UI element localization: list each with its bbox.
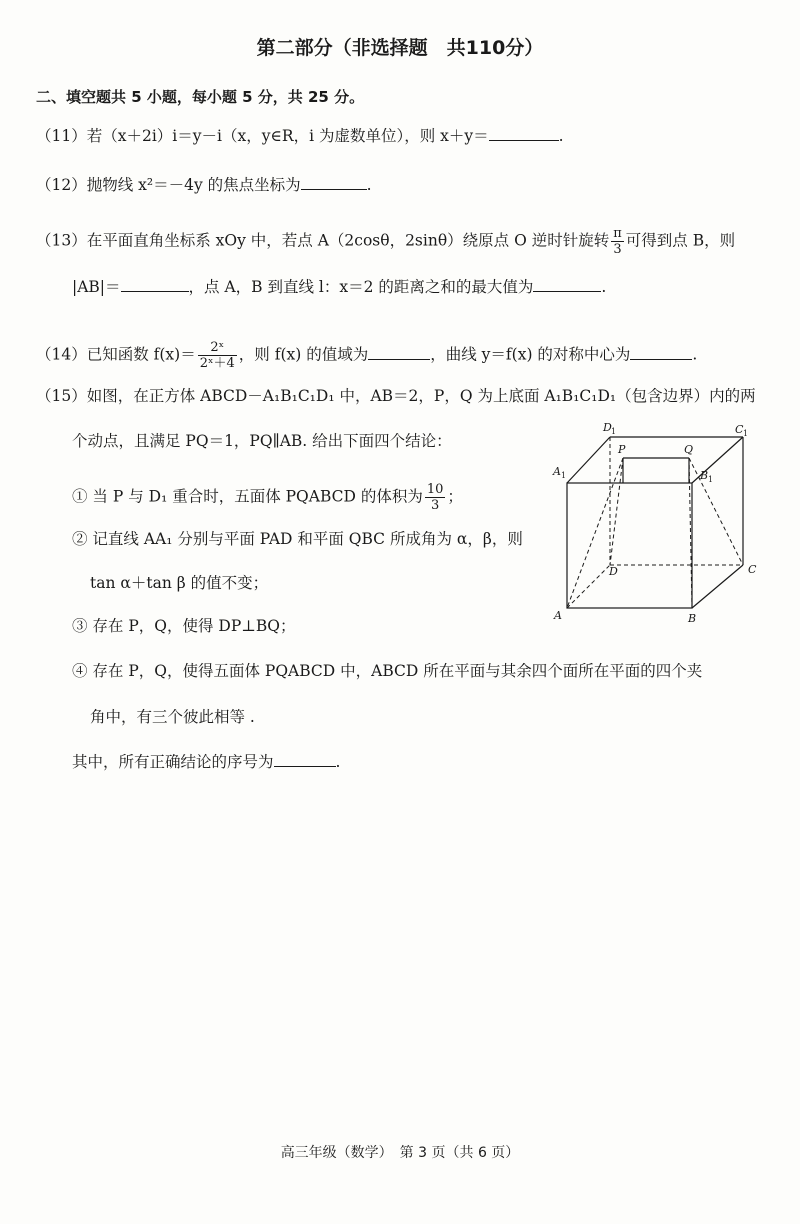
conclusion-2-line-1: ② 记直线 AA₁ 分别与平面 PAD 和平面 QBC 所成角为 α，β，则 xyxy=(72,530,523,548)
label-A1-sub: 1 xyxy=(561,471,567,480)
question-11 xyxy=(36,124,564,147)
conclusion-2-line-2: tan α＋tan β 的值不变； xyxy=(90,574,269,592)
q11-answer-blank[interactable] xyxy=(489,124,559,141)
q13-text-d: ，点 A，B 到直线 l：x＝2 的距离之和的最大值为 xyxy=(188,278,534,296)
q14-text-c: ，曲线 y＝f(x) 的对称中心为 xyxy=(430,345,631,364)
question-15-line-2: 个动点，且满足 PQ＝1，PQ∥AB. 给出下面四个结论： xyxy=(72,432,452,450)
q15-ask-text: 其中，所有正确结论的序号为 xyxy=(72,753,274,771)
c1-frac-den: 3 xyxy=(430,498,440,513)
q14-text-a: （14）已知函数 f(x)＝ xyxy=(36,345,196,364)
conclusion-1 xyxy=(72,482,463,513)
edge-AD xyxy=(567,565,610,608)
page-footer: 高三年级（数学） 第 3 页（共 6 页） xyxy=(280,1145,520,1161)
c1-frac-num: 10 xyxy=(426,482,444,497)
q11-period: . xyxy=(558,127,564,145)
c1-text-b: ； xyxy=(447,487,463,506)
q13-answer-blank-1[interactable] xyxy=(121,275,189,292)
segment-PA xyxy=(567,458,623,608)
q14-text-b: ，则 f(x) 的值域为 xyxy=(238,345,369,364)
c1-text-a: ① 当 P 与 D₁ 重合时，五面体 PQABCD 的体积为 xyxy=(72,487,423,506)
q14-fraction xyxy=(198,340,237,371)
question-13-line-2 xyxy=(72,275,606,298)
label-C: C xyxy=(748,563,757,576)
q15-ask xyxy=(72,750,340,773)
label-C1: C xyxy=(735,423,744,436)
label-B1-sub: 1 xyxy=(708,475,714,484)
label-A1: A xyxy=(553,465,561,478)
cube-figure xyxy=(545,415,765,630)
q13-text-a: （13）在平面直角坐标系 xOy 中，若点 A（2cosθ，2sinθ）绕原点 O 逆时针旋转 xyxy=(36,231,610,250)
cube-front-face xyxy=(567,483,692,608)
conclusion-4-line-1: ④ 存在 P，Q，使得五面体 PQABCD 中，ABCD 所在平面与其余四个面所在平面的四个夹 xyxy=(72,662,703,680)
question-15-line-1: （15）如图，在正方体 ABCD－A₁B₁C₁D₁ 中，AB＝2，P，Q 为上底面 A₁B₁C₁D₁（包含边界）内的两 xyxy=(36,387,756,405)
label-P: P xyxy=(618,443,626,456)
question-12 xyxy=(36,173,372,196)
q14-frac-den: 2ˣ＋4 xyxy=(199,356,235,371)
q14-frac-num: 2ˣ xyxy=(198,340,237,356)
q12-text: （12）抛物线 x²＝－4y 的焦点坐标为 xyxy=(36,176,301,194)
edge-BC xyxy=(692,565,743,608)
label-C1-sub: 1 xyxy=(743,429,749,438)
q13-period: . xyxy=(601,278,607,296)
conclusion-4-line-2: 角中，有三个彼此相等 . xyxy=(90,708,255,726)
q13-frac-num: π xyxy=(613,226,622,241)
question-14 xyxy=(36,340,697,371)
q12-answer-blank[interactable] xyxy=(301,173,367,190)
label-D: D xyxy=(609,565,618,578)
label-B1: B xyxy=(700,469,709,482)
q13-answer-blank-2[interactable] xyxy=(533,275,601,292)
q13-fraction xyxy=(611,226,624,257)
c1-fraction xyxy=(425,482,446,513)
q13-frac-den: 3 xyxy=(613,242,622,257)
label-B: B xyxy=(688,612,697,625)
q11-text: （11）若（x＋2i）i＝y－i（x，y∈R，i 为虚数单位），则 x＋y＝ xyxy=(36,127,489,145)
q14-period: . xyxy=(692,345,698,364)
label-A: A xyxy=(554,609,562,622)
q14-answer-blank-2[interactable] xyxy=(630,343,692,360)
page-title: 第二部分（非选择题 共110分） xyxy=(256,37,544,59)
q15-period: . xyxy=(335,753,341,771)
label-Q: Q xyxy=(684,443,694,456)
conclusion-3: ③ 存在 P，Q，使得 DP⊥BQ； xyxy=(72,617,296,635)
q12-period: . xyxy=(366,176,372,194)
q15-answer-blank[interactable] xyxy=(274,750,336,767)
question-13-line-1 xyxy=(36,226,735,257)
label-D1: D xyxy=(603,421,612,434)
q13-text-c: |AB|＝ xyxy=(72,278,121,296)
q13-text-b: 可得到点 B，则 xyxy=(625,231,736,250)
edge-A1D1 xyxy=(567,437,610,483)
section-heading: 二、填空题共 5 小题，每小题 5 分，共 25 分。 xyxy=(36,88,365,106)
label-D1-sub: 1 xyxy=(611,427,617,436)
q14-answer-blank-1[interactable] xyxy=(368,343,430,360)
segment-QC xyxy=(689,458,743,565)
